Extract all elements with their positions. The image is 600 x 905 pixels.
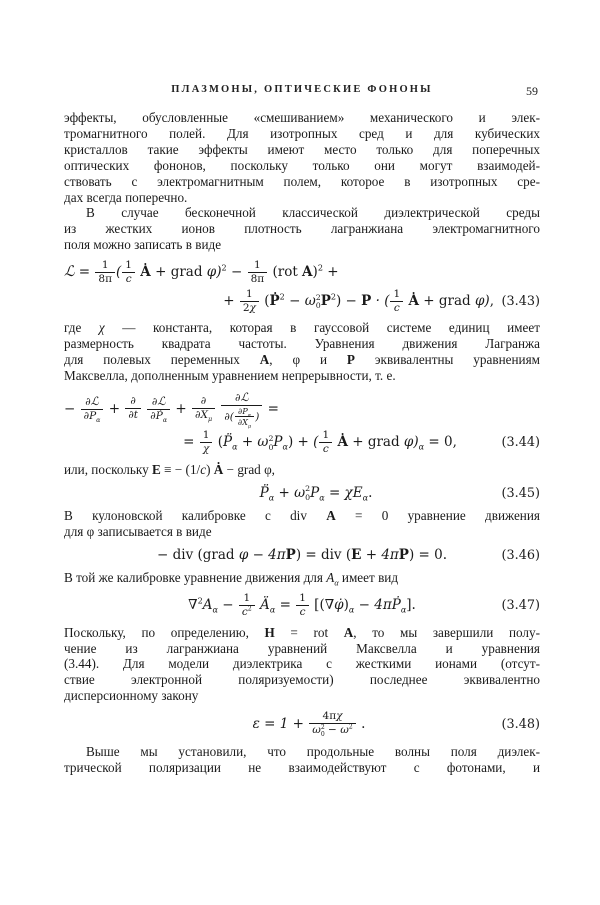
text-line: чение из лагранжиана уравнений Максвелла и уравнения — [64, 640, 540, 656]
paragraph-same-gauge — [64, 570, 540, 586]
equation-3-43 — [64, 260, 540, 314]
equation-number: (3.44) — [501, 434, 540, 450]
equation-line — [64, 711, 540, 738]
equation-3-44 — [64, 391, 540, 456]
formula: $\nabla^2A_\alpha$ − $\frac{1}{c^2}$ $Ä_\alpha$ = $\frac{1}{c}$ [$(\nabla\varphi̇)_\alpha$ − 4πṖ$_\alpha$]. — [188, 592, 416, 618]
text-line: В кулоновской калибровке с div A = 0 уравнение движения — [64, 508, 540, 524]
text-line: ствие электронной поляризуемости) последнее эквивалентно — [64, 672, 540, 688]
page-header — [64, 84, 540, 100]
text-line: дах всегда поперечно. — [64, 189, 188, 205]
text-line: эффекты, обусловленные «смешиванием» механического и элек- — [64, 110, 540, 125]
text-column — [64, 110, 540, 776]
text-line: размерность квадрата частоты. Уравнения движения Лагранжа — [64, 336, 540, 352]
paragraph-or-since — [64, 462, 540, 478]
formula: − div (grad φ − 4πP) = div (E + 4πP) = 0. — [157, 547, 447, 564]
text-line: для φ записывается в виде — [64, 524, 212, 540]
text-line: тромагнитного полей. Для изотропных сред и для кубических — [64, 125, 540, 141]
formula: + $\frac{1}{2\chi}$ (Ṗ$^2$ − ω 2 0 $P^2) - P$ · ( $\frac{1}{c}$ Ȧ + grad φ), — [223, 287, 494, 314]
equation-line — [64, 389, 540, 430]
text-line: дисперсионному закону — [64, 688, 199, 704]
paragraph-maxwell-derived — [64, 625, 540, 705]
paragraph-effects — [64, 110, 540, 205]
equation-line — [64, 485, 540, 503]
text-line: Выше мы установили, что продольные волны поля диэлек- — [86, 744, 540, 760]
equation-number: (3.45) — [501, 485, 540, 501]
equation-line — [64, 547, 540, 564]
equation-line — [64, 593, 540, 619]
text-line: где χ — константа, которая в гауссовой системе единиц имеет — [64, 320, 540, 336]
page-number: 59 — [526, 84, 538, 98]
formula: $P̈_\alpha + \omega$ 2 0 $P_\alpha = \chi E_\alpha$. — [259, 484, 373, 503]
text-line: из жестких ионов плотность лагранжиана электромагнитного — [64, 221, 540, 237]
text-line: В случае бесконечной классической диэлектрической среды — [86, 205, 540, 221]
equation-number: (3.46) — [501, 547, 540, 563]
text-line: оптических фононов, поскольку только они могут взаимодей- — [64, 157, 540, 173]
equation-3-45 — [64, 485, 540, 503]
text-line: поля можно записать в виде — [64, 237, 222, 253]
formula: = $\frac{1}{\chi}$ ($P̈_\alpha + \omega$ 2 0 $P_\alpha$) + ( $\frac{1}{c}$ Ȧ + grad $\varphi)_\alpha = 0$, — [183, 429, 457, 455]
text-line: Максвелла, дополненным уравнением непрерывности, т. е. — [64, 368, 396, 383]
equation-number: (3.43) — [501, 293, 540, 309]
paragraph-lagrangian-intro — [64, 205, 540, 253]
formula: − $\frac{\text{∂ℒ}}{\partial P_\alpha}$ + $\frac{\partial}{\partial t}$ $\frac{\text{∂ℒ}}{\partial Ṗ_\alpha}$ + $\frac{\partial}{\partial X_\mu}$ ∂ℒ ∂( $\frac{\partial P_\alpha}{\partial X_\mu}$ ) = — [64, 389, 279, 430]
equation-line — [64, 260, 540, 286]
equation-3-48 — [64, 711, 540, 738]
text-line: или, поскольку E ≡ − (1/c) Ȧ − grad φ, — [64, 461, 275, 477]
equation-line — [64, 289, 540, 315]
text-line: трической поляризации не взаимодействуют с фотонами, и — [64, 760, 540, 776]
paragraph-coulomb-gauge — [64, 508, 540, 540]
text-line: ствовать с электромагнитным полем, которое в изотропных сре- — [64, 173, 540, 189]
formula: ε = 1 + 4πχ ω 2 0 − $\omega^2$ . — [252, 710, 366, 738]
text-line: (3.44). Для модели диэлектрика с жесткими ионами (отсут- — [64, 656, 540, 672]
text-line: Поскольку, по определению, H = rot A, то мы завершили полу- — [64, 624, 540, 640]
formula: ℒ = $\frac{1}{8\pi}$ ( $\frac{1}{c}$ Ȧ + grad φ)$^2$ − $\frac{1}{8\pi}$ (rot A)$^2$ + — [64, 259, 339, 285]
equation-line — [64, 430, 540, 456]
paragraph-chi-constant — [64, 320, 540, 384]
text-line: В той же калибровке уравнение движения для $A_\alpha$ имеет вид — [64, 570, 399, 588]
equation-3-47 — [64, 593, 540, 619]
text-line: кристаллов такие эффекты имеют место только для поперечных — [64, 141, 540, 157]
paragraph-longitudinal-waves — [64, 744, 540, 776]
equation-number: (3.48) — [501, 716, 540, 732]
equation-3-46 — [64, 547, 540, 564]
running-head: ПЛАЗМОНЫ, ОПТИЧЕСКИЕ ФОНОНЫ — [171, 84, 433, 95]
text-line: для полевых переменных A, φ и P эквивалентны уравнениям — [64, 352, 541, 368]
equation-number: (3.47) — [501, 597, 540, 613]
